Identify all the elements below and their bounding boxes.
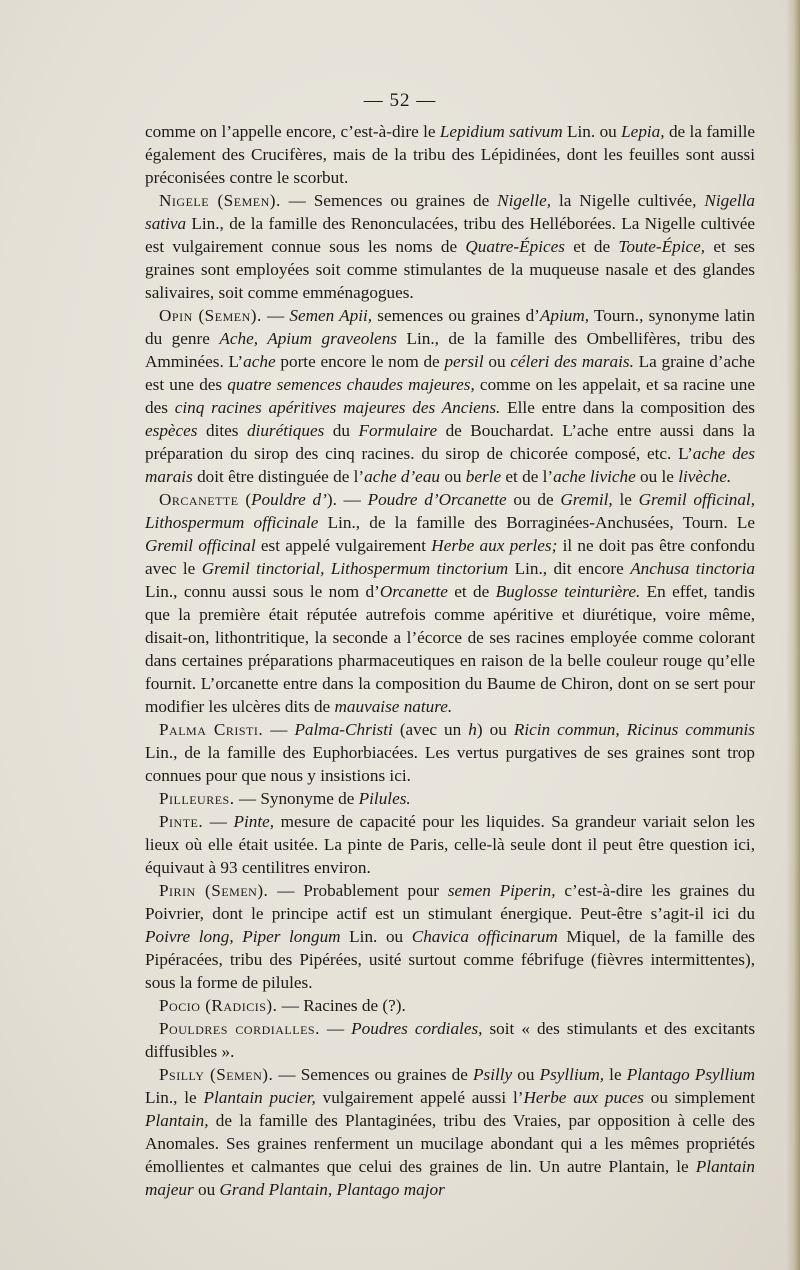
italic-term: Grand Plantain, Plantago major: [219, 1180, 445, 1199]
text-run: Tourn., synonyme latin du genre: [145, 306, 755, 348]
text-run: mesure de capacité pour les liquides. Sa grandeur variait selon les lieux où elle était usitée. La pinte de Paris, celle-là seule dont il peut être question ici, équivaut à 93 centilitres environ.: [145, 812, 755, 877]
italic-term: Pilules.: [358, 789, 411, 808]
italic-term: Chavica officinarum: [411, 927, 558, 946]
text-run: —: [263, 720, 295, 739]
text-run: de Bouchardat. L’ache entre aussi dans la préparation du sirop des cinq racines. du sirop de chicorée composé, etc. L’: [145, 421, 756, 463]
entry-headword: Palma Cristi.: [159, 720, 264, 739]
italic-term: Ache, Apium graveolens: [219, 329, 397, 348]
italic-term: Palma-Christi: [294, 720, 393, 739]
italic-term: Ricin commun, Ricinus communis: [513, 720, 755, 739]
text-run: ou le: [635, 467, 679, 486]
entry-headword: Pinte.: [159, 812, 204, 831]
text-run: comme on les appelait, et sa racine une des: [145, 375, 755, 417]
italic-term: persil: [444, 352, 484, 371]
italic-term: semen Piperin,: [447, 881, 556, 900]
page-edge-shadow: [786, 0, 800, 1270]
entry-pocio: [145, 994, 755, 1017]
entry-pinte: [145, 810, 755, 879]
italic-term: Poudre d’Orcanette: [367, 490, 507, 509]
text-run: ) ou: [476, 720, 514, 739]
italic-term: Pouldre d’: [251, 490, 327, 509]
text-run: et de l’: [501, 467, 554, 486]
italic-term: Buglosse teinturière.: [495, 582, 641, 601]
text-run: ou simplement: [644, 1088, 756, 1107]
italic-term: Gremil tinctorial, Lithospermum tinctorium: [201, 559, 509, 578]
italic-term: espèces: [145, 421, 198, 440]
text-run: — Probablement pour: [268, 881, 448, 900]
entry-pilleures: [145, 787, 755, 810]
entry-pirin: [145, 879, 755, 994]
text-run: soit « des stimulants et des excitants diffusibles ».: [145, 1019, 756, 1061]
italic-term: berle: [465, 467, 502, 486]
entry-headword: Pocio (Radicis).: [159, 996, 278, 1015]
italic-term: Formulaire: [358, 421, 438, 440]
italic-term: Lepidium sativum: [439, 122, 563, 141]
italic-term: Plantain,: [145, 1111, 209, 1130]
text-run: ou: [193, 1180, 220, 1199]
entry-opin: [145, 304, 755, 488]
text-run: ou: [440, 467, 466, 486]
text-run: et de: [447, 582, 496, 601]
text-run: — Semences ou graines de: [273, 1065, 473, 1084]
text-run: c’est-à-dire les graines du Poivrier, dont le principe actif est un stimulant énergique. Peut-être s’agit-il ici du: [145, 881, 755, 923]
text-run: ). —: [326, 490, 368, 509]
text-run: Lin., de la famille des Borraginées-Anchusées, Tourn. Le: [318, 513, 755, 532]
entry-nigele: [145, 189, 755, 304]
italic-term: ache des marais: [145, 444, 755, 486]
italic-term: Semen Apii,: [289, 306, 373, 325]
text-run: est appelé vulgairement: [255, 536, 432, 555]
italic-term: Plantago Psyllium: [626, 1065, 755, 1084]
text-run: semences ou graines d’: [372, 306, 540, 325]
text-run: ou: [512, 1065, 540, 1084]
text-run: — Semences ou graines de: [280, 191, 498, 210]
italic-term: Poudres cordiales,: [351, 1019, 483, 1038]
italic-term: mauvaise nature.: [334, 697, 453, 716]
text-run: Lin. ou: [562, 122, 622, 141]
italic-term: Pinte,: [233, 812, 275, 831]
text-run: (: [238, 490, 252, 509]
italic-term: Plantain majeur: [145, 1157, 755, 1199]
text-run: La graine d’ache est une des: [145, 352, 756, 394]
text-run: Elle entre dans la composition des: [500, 398, 755, 417]
italic-term: ache liviche: [553, 467, 636, 486]
italic-term: Toute-Épice,: [618, 237, 706, 256]
italic-term: Anchusa tinctoria: [630, 559, 755, 578]
italic-term: Herbe aux puces: [523, 1088, 644, 1107]
text-run: ou de: [506, 490, 561, 509]
text-run: il ne doit pas être confondu avec le: [145, 536, 756, 578]
text-run: le: [612, 490, 639, 509]
text-run: Lin., de la famille des Euphorbiacées. Les vertus purgatives de ses graines sont trop connues pour que nous y insistions ici.: [145, 743, 755, 785]
italic-term: Poivre long, Piper longum: [145, 927, 341, 946]
italic-term: Gremil officinal, Lithospermum officinale: [145, 490, 755, 532]
entry-headword: Pouldres cordialles.: [159, 1019, 320, 1038]
text-run: Miquel, de la famille des Pipéracées, tribu des Pipérées, usité surtout comme fébrifuge (fièvres intermittentes), sous la forme de pilules.: [145, 927, 755, 992]
italic-term: ache d’eau: [364, 467, 441, 486]
page-number: — 52 —: [363, 90, 437, 111]
text-run: du: [324, 421, 359, 440]
text-run: En effet, tandis que la première était réputée autrefois comme apéritive et diurétique, voire même, disait-on, lithontritique, la seconde a l’écorce de ses racines employée comme colorant dans certaines préparations pharmaceutiques en raison de la belle couleur rouge qu’elle fournit. L’orcanette entre dans la composition du Baume de Chiron, dont on se sert pour modifier les ulcères dits de: [145, 582, 755, 716]
text-run: et de: [564, 237, 619, 256]
text-run: ou: [483, 352, 511, 371]
text-run: comme on l’appelle encore, c’est-à-dire le: [145, 122, 440, 141]
text-run: de la famille des Plantaginées, tribu des Vraies, par opposition à celle des Anomales. Ses graines renferment un mucilage abondant qui a les mêmes propriétés émollientes et calmantes que celui des graines de lin. Un autre Plantain, le: [145, 1111, 755, 1176]
entry-headword: Pilleures.: [159, 789, 235, 808]
italic-term: Apium,: [539, 306, 590, 325]
entry-headword: Nigele (Semen).: [159, 191, 281, 210]
text-run: de la famille également des Crucifères, mais de la tribu des Lépidinées, dont les feuilles sont aussi préconisées contre le scorbut.: [145, 122, 755, 187]
italic-term: Quatre-Épices: [465, 237, 565, 256]
italic-term: Nigelle,: [497, 191, 552, 210]
body-text: [145, 120, 755, 1201]
text-run: —: [319, 1019, 352, 1038]
entry-headword: Opin (Semen).: [159, 306, 262, 325]
text-run: Lin. ou: [340, 927, 412, 946]
italic-term: Plantain pucier,: [203, 1088, 316, 1107]
italic-term: Herbe aux perles;: [431, 536, 558, 555]
italic-term: cinq racines apéritives majeures des Anciens.: [174, 398, 501, 417]
text-run: (avec un: [392, 720, 469, 739]
text-run: vulgairement appelé aussi l’: [315, 1088, 524, 1107]
entry-pouldres-cordialles: [145, 1017, 755, 1063]
italic-term: livèche.: [678, 467, 732, 486]
text-run: et ses graines sont employées soit comme stimulantes de la muqueuse nasale et des glandes salivaires, soit comme emménagogues.: [145, 237, 755, 302]
italic-term: Psilly: [473, 1065, 513, 1084]
text-run: Lin., de la famille des Ombellifères, tribu des Amminées. L’: [145, 329, 756, 371]
text-run: le: [604, 1065, 627, 1084]
italic-term: céleri des marais.: [510, 352, 634, 371]
italic-term: Gremil,: [560, 490, 613, 509]
text-run: dites: [197, 421, 247, 440]
italic-term: h: [468, 720, 477, 739]
italic-term: Orcanette: [379, 582, 448, 601]
entry-headword: Orcanette: [159, 490, 239, 509]
entry-orcanette: [145, 488, 755, 718]
text-run: la Nigelle cultivée,: [551, 191, 705, 210]
entry-headword: Pirin (Semen).: [159, 881, 269, 900]
text-run: — Racines de (?).: [277, 996, 406, 1015]
text-run: Lin., connu aussi sous le nom d’: [145, 582, 380, 601]
text-run: — Synonyme de: [234, 789, 359, 808]
italic-term: Psyllium,: [539, 1065, 605, 1084]
italic-term: ache: [243, 352, 276, 371]
text-run: Lin., le: [145, 1088, 204, 1107]
text-run: Lin., de la famille des Renonculacées, tribu des Helléborées. La Nigelle cultivée est vulgairement connue sous les noms de: [145, 214, 755, 256]
italic-term: Lepia,: [621, 122, 665, 141]
text-run: —: [203, 812, 234, 831]
text-run: —: [261, 306, 290, 325]
text-run: porte encore le nom de: [275, 352, 445, 371]
italic-term: quatre semences chaudes majeures,: [227, 375, 475, 394]
text-run: Lin., dit encore: [508, 559, 631, 578]
paragraph-continuation: [145, 120, 755, 189]
italic-term: Nigella sativa: [145, 191, 755, 233]
text-run: doit être distinguée de l’: [192, 467, 365, 486]
entry-palma-cristi: [145, 718, 755, 787]
entry-headword: Psilly (Semen).: [159, 1065, 274, 1084]
italic-term: Gremil officinal: [145, 536, 256, 555]
entry-psilly: [145, 1063, 755, 1201]
italic-term: diurétiques: [246, 421, 325, 440]
